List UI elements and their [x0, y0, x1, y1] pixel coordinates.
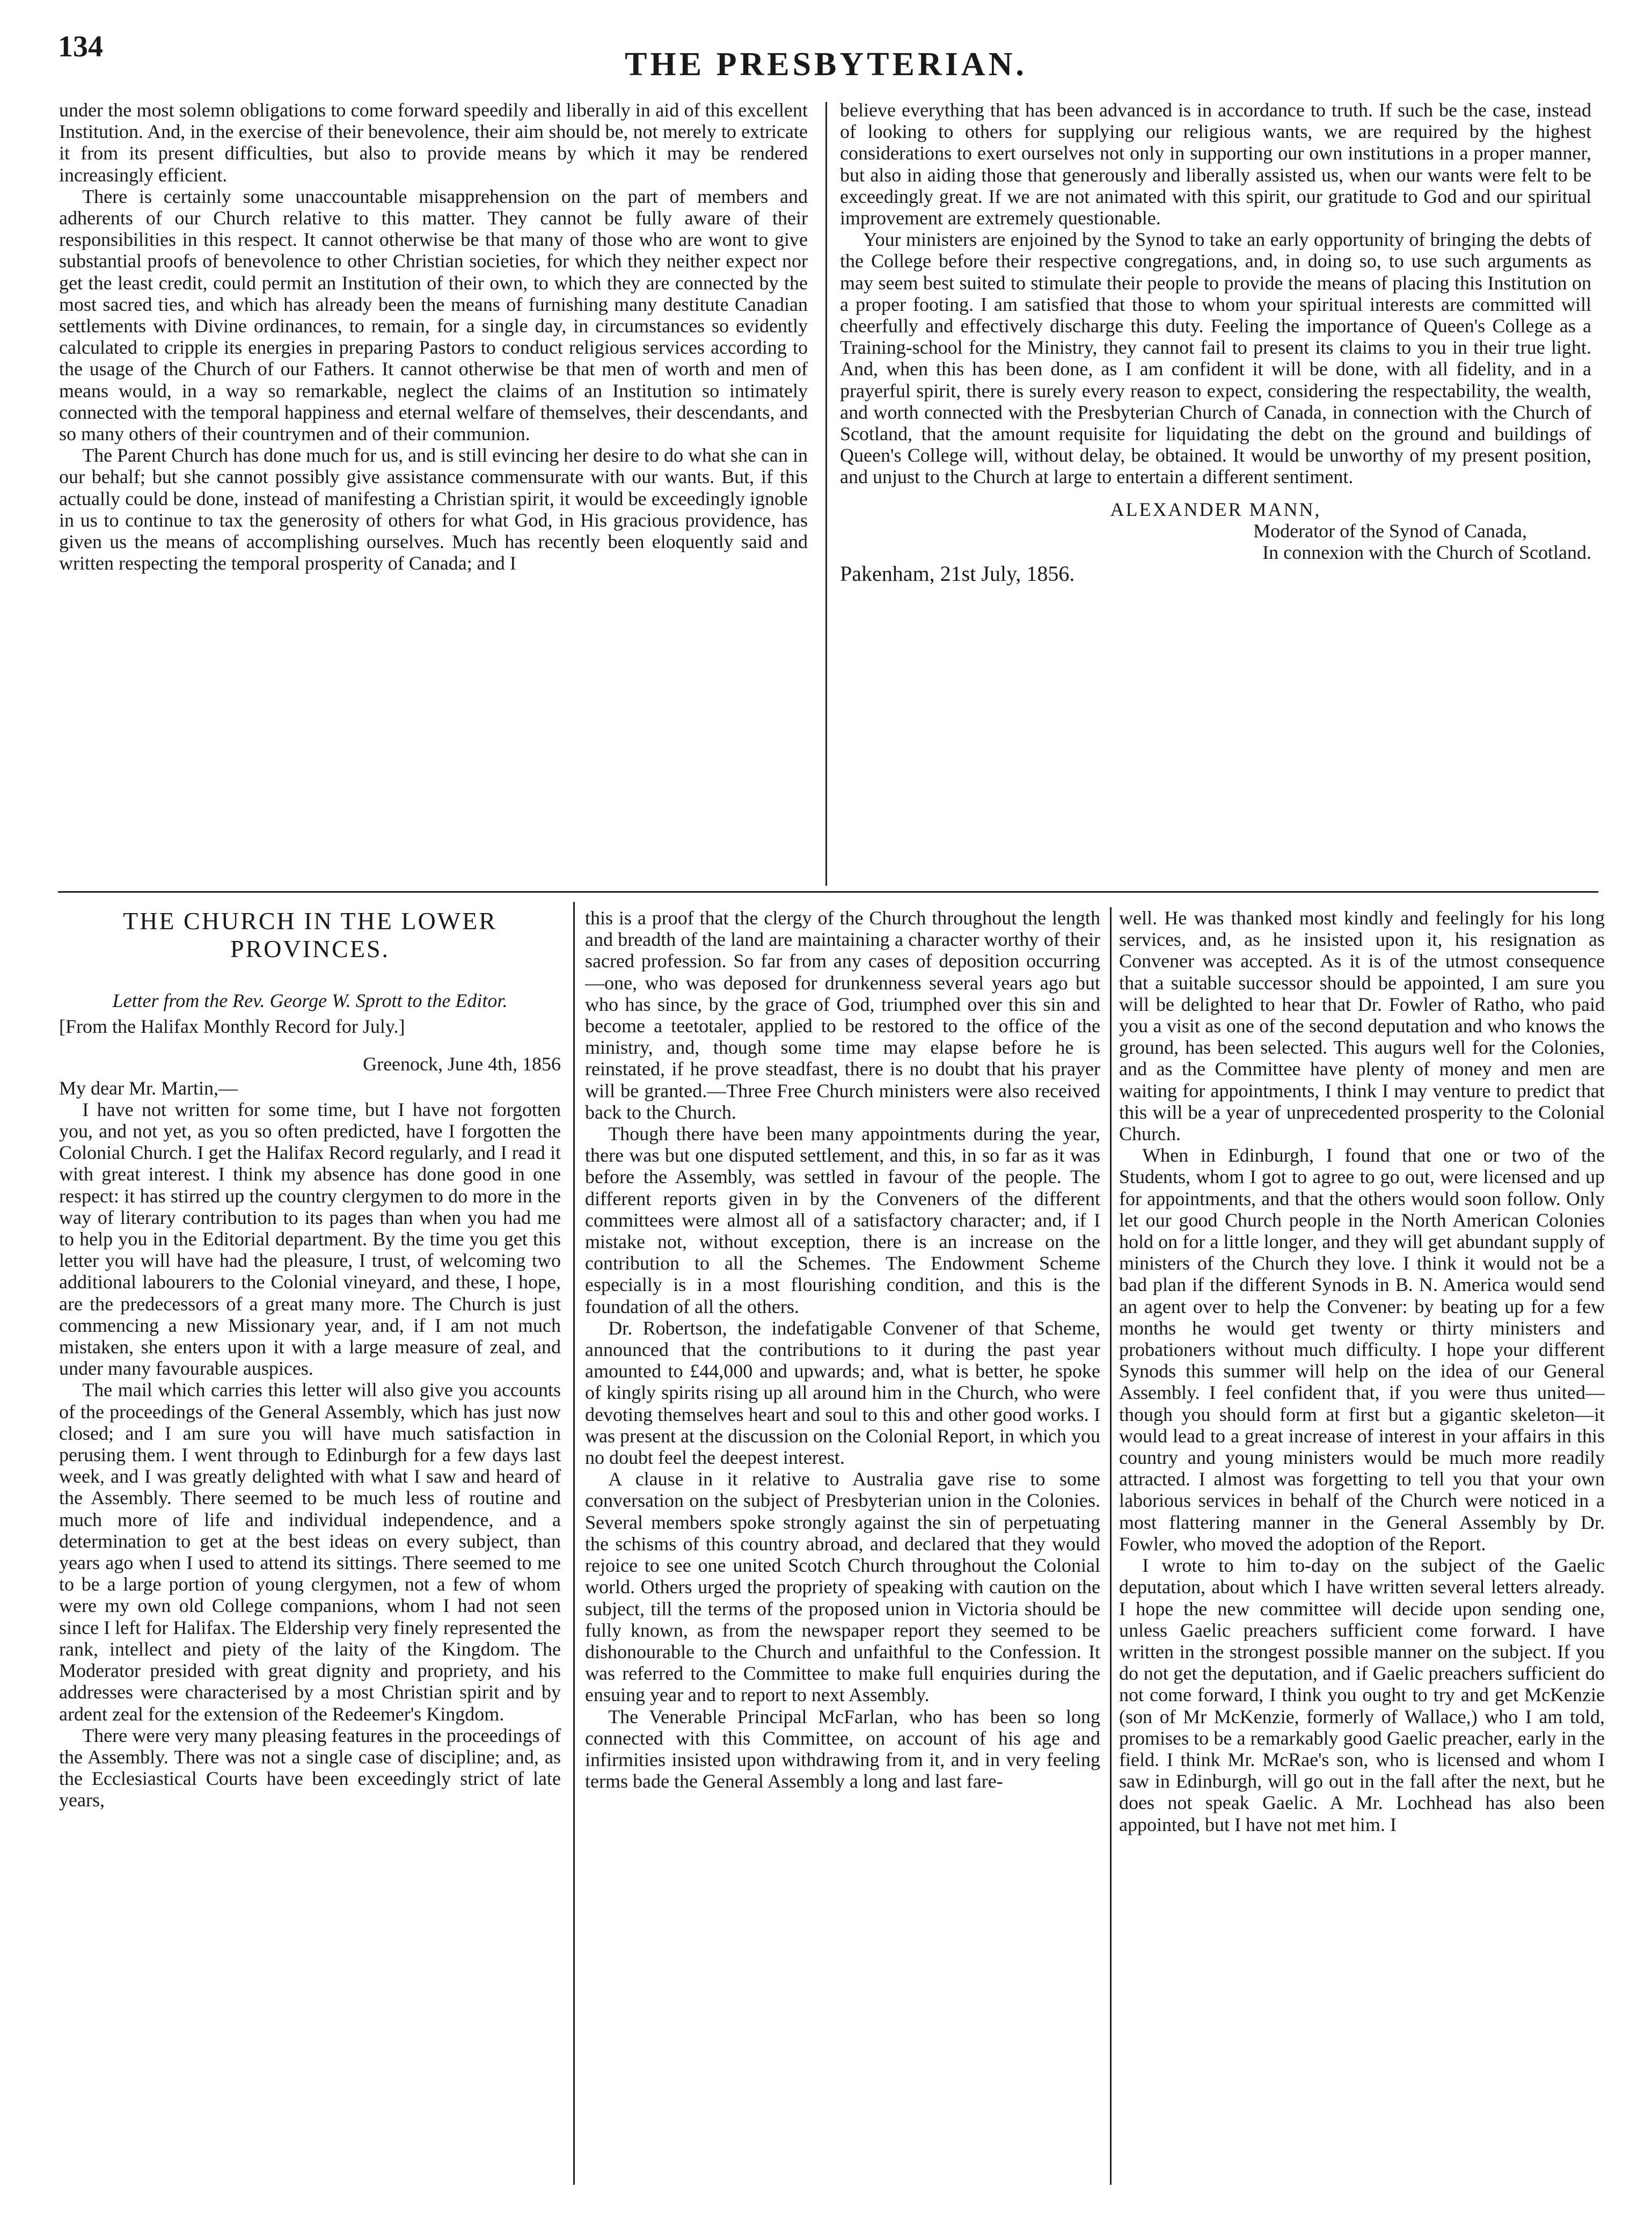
- paragraph: Your ministers are enjoined by the Synod to take an early opportunity of bringing the debts of the College before their respective congregations, and, in doing so, to use such arguments as may seem best suited to stimulate their people to provide the means of placing this Institution on a proper footing. I am satisfied that those to whom your spiritual interests are committed will cheerfully and effectively discharge this duty. Feeling the importance of Queen's College as a Training-school for the Ministry, they cannot fail to present its claims to you in their true light. And, when this has been done, as I am confident it will be done, with all fidelity, and in a prayerful spirit, there is surely every reason to expect, considering the respectability, the wealth, and worth connected with the Presbyterian Church of Canada, in connection with the Church of Scotland, that the amount requisite for liquidating the debt on the ground and buildings of Queen's College will, without delay, be obtained. It would be unworthy of my present position, and unjust to the Church at large to entertain a different sentiment.: [840, 229, 1591, 488]
- paragraph: well. He was thanked most kindly and feelingly for his long services, and, as he insisted upon it, his resignation as Convener was accepted. As it is of the utmost consequence that a suitable successor should be appointed, I am sure you will be delighted to hear that Dr. Fowler of Ratho, who paid you a visit as one of the second deputation and who knows the ground, has been selected. This augurs well for the Colonies, and as the Committee have plenty of money and men are waiting for appointments, I think I may venture to predict that this will be a year of unprecedented prosperity to the Colonial Church.: [1119, 907, 1605, 1145]
- paragraph: There is certainly some unaccountable misapprehension on the part of members and adherents of our Church relative to this matter. They cannot be fully aware of their responsibilities in this respect. It cannot otherwise be that many of those who are wont to give substantial proofs of benevolence to other Christian societies, for which they neither expect nor get the least credit, could permit an Institution of their own, to which they are connected by the most sacred ties, and which has already been the means of furnishing many destitute Canadian settlements with Divine ordinances, to remain, for a single day, in circumstances so evidently calculated to cripple its energies in preparing Pastors to conduct religious services according to the usage of the Church of our Fathers. It cannot otherwise be that men of worth and men of means would, in a way so remarkable, neglect the claims of an Institution so intimately connected with the temporal happiness and eternal welfare of themselves, their descendants, and so many others of their countrymen and of their communion.: [59, 185, 808, 445]
- paragraph: I have not written for some time, but I have not forgotten you, and not yet, as you so often predicted, have I forgotten the Colonial Church. I get the Halifax Record regularly, and I read it with great interest. I think my absence has done good in one respect: it has stirred up the country clergymen to do more in the way of literary contribution to its pages than when you had me to help you in the Editorial department. By the time you get this letter you will have had the pleasure, I trust, of welcoming two additional labourers to the Colonial vineyard, and these, I hope, are the predecessors of a great many more. The Church is just commencing a new Missionary year, and, if I am not much mistaken, she enters upon it with a large measure of zeal, and under many favourable auspices.: [59, 1098, 561, 1380]
- article-column-1: [59, 907, 561, 2206]
- article-source: [From the Halifax Monthly Record for July.]: [59, 1016, 405, 1038]
- paragraph: Though there have been many appointments during the year, there was but one disputed settlement, and this, in so far as it was before the Assembly, was settled in favour of the people. The different reports given in by the Conveners of the different committees were almost all of a satisfactory character; and, if I mistake not, without exception, there is an increase on the contribution to all the Schemes. The Endowment Scheme especially is in a most flourishing condition, and this is the foundation of all the others.: [585, 1123, 1100, 1317]
- vertical-rule: [1110, 907, 1112, 2185]
- salutation: My dear Mr. Martin,—: [59, 1077, 238, 1099]
- signature-title-2: In connexion with the Church of Scotland.: [1262, 542, 1591, 564]
- article-column-2: [585, 907, 1100, 2206]
- paragraph: The Parent Church has done much for us, and is still evincing her desire to do what she can in our behalf; but she cannot possibly give assistance commensurate with our wants. But, if this actually could be done, instead of manifesting a Christian spirit, it would be exceedingly ignoble in us to continue to tax the generosity of others for what God, in His gracious providence, has given us the means of accomplishing ourselves. Much has recently been eloquently said and written respecting the temporal prosperity of Canada; and I: [59, 444, 808, 574]
- paragraph: There were very many pleasing features in the proceedings of the Assembly. There was not a single case of discipline; and, as the Ecclesiastical Courts have been exceedingly strict of late years,: [59, 1724, 561, 1811]
- paragraph: this is a proof that the clergy of the Church throughout the length and breadth of the land are maintaining a character worthy of their sacred profession. So far from any cases of deposition occurring—one, who was deposed for drunkenness several years ago but who has since, by the grace of God, triumphed over this sin and become a teetotaler, applied to be restored to the office of the ministry, and, though some time may elapse before he is reinstated, if he prove steadfast, there is no doubt that his prayer will be granted.—Three Free Church ministers were also received back to the Church.: [585, 907, 1100, 1123]
- signature-place-date: Pakenham, 21st July, 1856.: [840, 561, 1075, 586]
- upper-right-column: [840, 99, 1591, 878]
- paragraph: A clause in it relative to Australia gave rise to some conversation on the subject of Presbyterian union in the Colonies. Several members spoke strongly against the sin of perpetuating the schisms of this country abroad, and declared that they would rejoice to see one united Scotch Church throughout the Colonial world. Others urged the propriety of speaking with caution on the subject, till the terms of the proposed union in Victoria should be fully known, as from the newspaper report they seemed to be dishonourable to the Church and unfaithful to the Confession. It was referred to the Committee to make full enquiries during the ensuing year and to report to next Assembly.: [585, 1468, 1100, 1706]
- article-title: THE CHURCH IN THE LOWER PROVINCES.: [123, 907, 497, 962]
- vertical-rule: [825, 102, 827, 886]
- article-subtitle: Letter from the Rev. George W. Sprott to the Editor.: [112, 990, 508, 1011]
- signature-title: Moderator of the Synod of Canada,: [1253, 520, 1527, 542]
- paragraph: believe everything that has been advanced is in accordance to truth. If such be the case, instead of looking to others for supplying our religious wants, we are required by the highest considerations to exert ourselves not only in supporting our own institutions in a proper manner, but also in aiding those that generously and liberally assisted us, when our wants were felt to be exceedingly great. If we are not animated with this spirit, our gratitude to God and our spiritual improvement are extremely questionable.: [840, 99, 1591, 229]
- article-column-3: [1119, 907, 1605, 2206]
- paragraph: The mail which carries this letter will also give you accounts of the proceedings of the General Assembly, which has just now closed; and I am sure you will have much satisfaction in perusing them. I went through to Edinburgh for a few days last week, and I was greatly delighted with what I saw and heard of the Assembly. There seemed to be much less of routine and much more of life and individual independence, and a determination to get at the best ideas on every subject, than years ago when I used to attend its sittings. There seemed to me to be a large portion of young clergymen, not a few of whom were my own old College companions, whom I had not seen since I left for Halifax. The Eldership very finely represented the rank, intellect and piety of the laity of the Kingdom. The Moderator presided with great dignity and propriety, and his addresses were characterised by a most Christian spirit and by ardent zeal for the extension of the Redeemer's Kingdom.: [59, 1379, 561, 1725]
- paragraph: under the most solemn obligations to come forward speedily and liberally in aid of this excellent Institution. And, in the exercise of their benevolence, their aim should be, not merely to extricate it from its present difficulties, but also to provide means by which it may be rendered increasingly efficient.: [59, 99, 808, 186]
- paragraph: Dr. Robertson, the indefatigable Convener of that Scheme, announced that the contributions to it during the past year amounted to £44,000 and upwards; and, what is better, he spoke of kingly spirits rising up all around him in the Church, who were devoting themselves heart and soul to this and other good works. I was present at the discussion on the Colonial Report, in which you no doubt feel the deepest interest.: [585, 1317, 1100, 1469]
- page-number: 134: [58, 30, 103, 63]
- paragraph: The Venerable Principal McFarlan, who has been so long connected with this Committee, on account of his age and infirmities insisted upon withdrawing from it, and in very feeling terms bade the General Assembly a long and last fare-: [585, 1705, 1100, 1792]
- masthead-title: THE PRESBYTERIAN.: [625, 46, 1027, 83]
- dateline: Greenock, June 4th, 1856: [363, 1053, 561, 1075]
- signature-name: ALEXANDER MANN,: [1110, 498, 1321, 520]
- vertical-rule: [573, 902, 575, 2185]
- upper-left-column: [59, 99, 808, 872]
- horizontal-rule: [58, 891, 1598, 893]
- paragraph: I wrote to him to-day on the subject of the Gaelic deputation, about which I have written several letters already. I hope the new committee will decide upon sending one, unless Gaelic preachers sufficient come forward. I have written in the strongest possible manner on the subject. If you do not get the deputation, and if Gaelic preachers sufficient do not come forward, I think you ought to try and get McKenzie (son of Mr McKenzie, formerly of Wallace,) who I am told, promises to be a remarkably good Gaelic preacher, early in the field. I think Mr. McRae's son, who is licensed and whom I saw in Edinburgh, will go out in the fall after the next, but he does not speak Gaelic. A Mr. Lochhead has also been appointed, but I have not met him. I: [1119, 1555, 1605, 1835]
- paragraph: When in Edinburgh, I found that one or two of the Students, whom I got to agree to go out, were licensed and up for appointments, and that the others would soon follow. Only let our good Church people in the North American Colonies hold on for a little longer, and they will get abundant supply of ministers of the Church they love. I think it would not be a bad plan if the different Synods in B. N. America would send an agent over to help the Convener: by beating up for a few months he would get twenty or thirty ministers and probationers without much difficulty. I hope your different Synods this summer will help on the idea of our General Assembly. I feel confident that, if you were thus united—though you should form at first but a gigantic skeleton—it would lead to a great increase of interest in your affairs in this country and young ministers would be much more readily attracted. I almost was forgetting to tell you that your own laborious services in behalf of the Church were noticed in a most flattering manner in the General Assembly by Dr. Fowler, who moved the adoption of the Report.: [1119, 1144, 1605, 1555]
